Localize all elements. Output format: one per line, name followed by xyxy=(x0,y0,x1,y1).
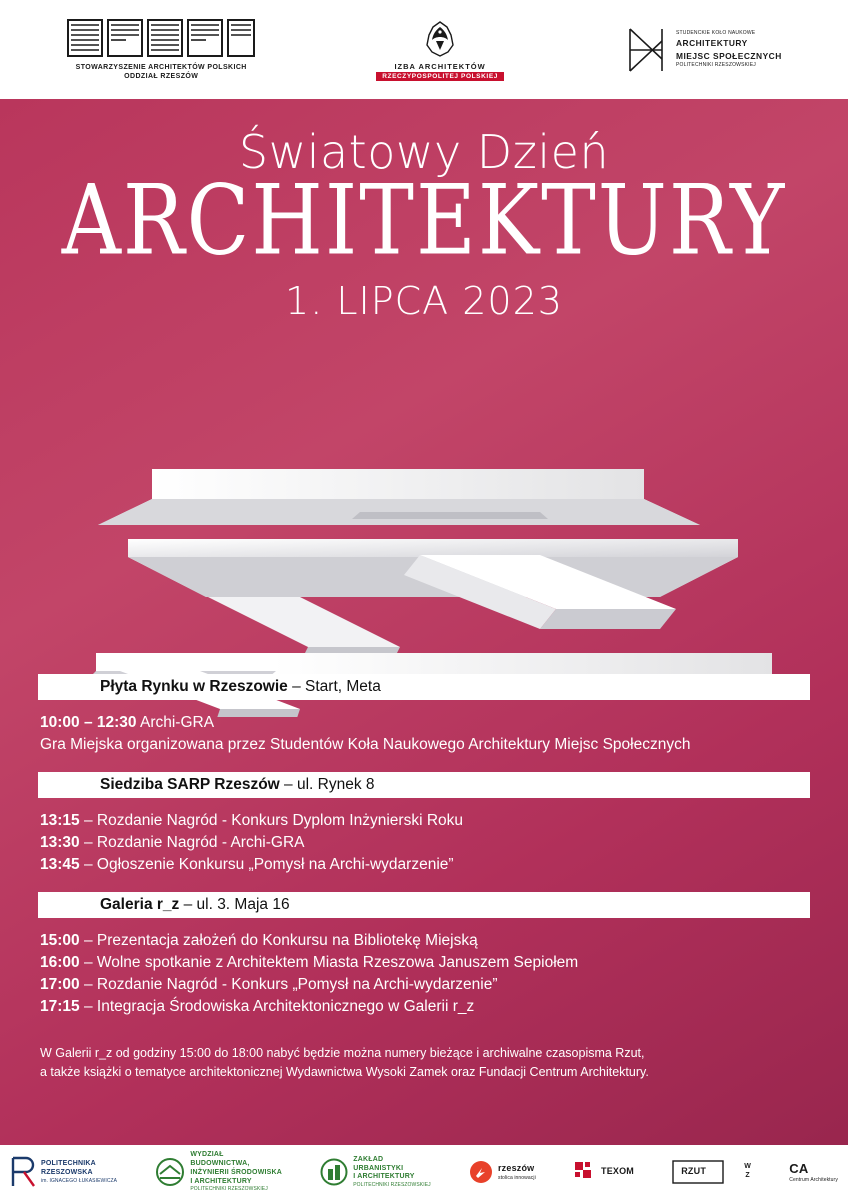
krams-caption-line1: STUDENCKIE KOŁO NAUKOWE xyxy=(675,30,756,37)
sponsor-line3: I ARCHITEKTURY xyxy=(353,1173,415,1181)
sarp-mark-icon xyxy=(66,18,256,60)
sponsor-centrum-architektury xyxy=(789,1161,838,1184)
schedule-row-time: 10:00 – 12:30 xyxy=(40,714,137,731)
schedule-row xyxy=(40,712,808,734)
krams-caption-line2: ARCHITEKTURY xyxy=(675,38,748,49)
schedule-section-body xyxy=(0,700,848,772)
politechnika-mark-icon xyxy=(10,1156,36,1188)
schedule-row-text: – Ogłoszenie Konkursu „Pomysł na Archi-wydarzenie” xyxy=(79,856,454,873)
iarp-caption-line2: RZECZYPOSPOLITEJ POLSKIEJ xyxy=(376,72,504,81)
section-place: Płyta Rynku w Rzeszowie xyxy=(100,678,288,695)
krams-mark-icon xyxy=(624,25,668,75)
section-place-detail: – ul. Rynek 8 xyxy=(279,776,375,793)
sponsor-line2: URBANISTYKI xyxy=(353,1164,404,1172)
poster-body xyxy=(0,99,848,1145)
footer-note xyxy=(0,1034,848,1082)
footer-note-line1: W Galerii r_z od godziny 15:00 do 18:00 nabyć będzie można numery bieżące i archiwalne czasopisma Rzut, xyxy=(40,1046,645,1060)
sarp-caption-line1: STOWARZYSZENIE ARCHITEKTÓW POLSKICH xyxy=(75,63,247,71)
wbisia-mark-icon xyxy=(155,1157,185,1187)
artwork-svg xyxy=(0,357,848,717)
sponsor-line2: RZESZOWSKA xyxy=(41,1168,93,1176)
section-place: Siedziba SARP Rzeszów xyxy=(100,776,280,793)
schedule-row-text: – Rozdanie Nagród - Konkurs „Pomysł na Archi-wydarzenie” xyxy=(79,976,498,993)
sponsor-politechnika-text xyxy=(41,1160,117,1184)
abstract-architecture-illustration xyxy=(0,357,848,717)
sponsor-rzeszow-text xyxy=(498,1163,536,1181)
sponsor-line5: POLITECHNIKI RZESZOWSKIEJ xyxy=(190,1186,268,1193)
sarp-logo-icon xyxy=(66,16,256,60)
sponsor-wydzial-budownictwa xyxy=(155,1151,282,1192)
schedule-row xyxy=(40,854,808,876)
sponsor-line4: I ARCHITEKTURY xyxy=(190,1177,252,1185)
sponsor-line4: POLITECHNIKI RZESZOWSKIEJ xyxy=(353,1182,431,1188)
section-place-detail: – ul. 3. Maja 16 xyxy=(179,896,290,913)
sponsor-line2: stolica innowacji xyxy=(497,1174,536,1181)
sponsor-rzeszow xyxy=(469,1160,536,1184)
sponsor-wydzial-text xyxy=(190,1151,282,1192)
schedule-row-time: 17:15 xyxy=(40,998,80,1015)
sponsor-rzut xyxy=(672,1160,706,1184)
schedule-row-time: 16:00 xyxy=(40,954,80,971)
schedule-row xyxy=(40,810,808,832)
schedule-row-text: – Rozdanie Nagród - Konkurs Dyplom Inżynierski Roku xyxy=(79,812,464,829)
sponsor-line3: INŻYNIERII ŚRODOWISKA xyxy=(190,1168,283,1176)
schedule-row xyxy=(40,996,808,1018)
schedule-row-time: 13:15 xyxy=(40,812,80,829)
zaklad-mark-icon xyxy=(320,1157,348,1187)
schedule xyxy=(0,674,848,1082)
sponsor-line1: POLITECHNIKA xyxy=(41,1160,96,1168)
sponsor-line1: rzeszów xyxy=(497,1163,535,1174)
eagle-icon xyxy=(417,18,463,62)
poster-title xyxy=(0,125,848,324)
schedule-row-time: 15:00 xyxy=(40,932,80,949)
rzeszow-mark-icon xyxy=(469,1160,493,1184)
schedule-section-body xyxy=(0,798,848,892)
sarp-logo xyxy=(66,18,256,82)
schedule-section-body xyxy=(0,918,848,1034)
sponsor-ca-text xyxy=(789,1161,838,1184)
title-top-line: Światowy Dzień xyxy=(238,125,610,179)
schedule-row-text: – Rozdanie Nagród - Archi-GRA xyxy=(79,834,305,851)
header-logo-strip xyxy=(0,0,848,99)
sponsor-politechnika-rzeszowska xyxy=(10,1156,117,1188)
schedule-row xyxy=(40,734,808,756)
krams-caption-line3: MIEJSC SPOŁECZNYCH xyxy=(675,50,782,61)
sponsor-line1: WYDZIAŁ xyxy=(190,1151,224,1159)
sponsor-line2: BUDOWNICTWA, xyxy=(190,1160,250,1168)
schedule-row xyxy=(40,952,808,974)
iarp-logo xyxy=(376,18,504,82)
schedule-row xyxy=(40,930,808,952)
footer-note-line2: a także książki o tematyce architektonicznej Wydawnictwa Wysoki Zamek oraz Fundacji Centrum Architektury. xyxy=(40,1064,649,1079)
sponsor-rzut-text xyxy=(681,1166,706,1177)
sponsor-line3: im. IGNACEGO ŁUKASIEWICZA xyxy=(41,1177,118,1184)
sponsor-line1: W xyxy=(744,1163,752,1171)
krams-caption-line4: POLITECHNIKI RZESZOWSKIEJ xyxy=(675,61,756,68)
schedule-row-time: 13:30 xyxy=(40,834,80,851)
krams-caption xyxy=(676,30,782,69)
section-place: Galeria r_z xyxy=(100,896,180,913)
iarp-caption-line1: IZBA ARCHITEKTÓW xyxy=(394,61,486,71)
sponsor-line2: Centrum Architektury xyxy=(789,1177,838,1183)
sponsor-wysoki-zamek xyxy=(744,1163,751,1181)
section-place-detail: – Start, Meta xyxy=(287,678,381,695)
schedule-row-text: – Integracja Środowiska Architektonicznego w Galerii r_z xyxy=(79,998,475,1015)
schedule-row-time: 17:00 xyxy=(40,976,80,993)
title-date: 1. LIPCA 2023 xyxy=(285,279,563,324)
schedule-row xyxy=(40,832,808,854)
schedule-section-header xyxy=(38,674,810,700)
krams-logo xyxy=(624,25,782,75)
sponsor-strip xyxy=(0,1145,848,1199)
sarp-caption-line2: ODDZIAŁ RZESZÓW xyxy=(124,72,199,80)
title-main-line: ARCHITEKTURY xyxy=(61,165,787,278)
sponsor-zaklad-text xyxy=(353,1156,431,1189)
sponsor-texom-text xyxy=(601,1166,634,1177)
schedule-row-text: – Prezentacja założeń do Konkursu na Bibliotekę Miejską xyxy=(79,932,478,949)
schedule-section-header xyxy=(38,892,810,918)
schedule-row-text: Gra Miejska organizowana przez Studentów Koła Naukowego Architektury Miejsc Społecznych xyxy=(40,736,691,753)
sponsor-line1: RZUT xyxy=(681,1166,707,1177)
sponsor-line2: Z xyxy=(745,1172,750,1179)
sponsor-line1: ZAKŁAD xyxy=(353,1155,384,1163)
schedule-row-text: Archi-GRA xyxy=(136,714,215,731)
schedule-row xyxy=(40,974,808,996)
sponsor-line1: CA xyxy=(789,1160,809,1176)
sponsor-zaklad-urbanistyki xyxy=(320,1156,431,1189)
texom-mark-icon xyxy=(574,1161,596,1183)
sponsor-texom xyxy=(574,1161,634,1183)
schedule-section-header xyxy=(38,772,810,798)
sponsor-line1: TEXOM xyxy=(601,1166,635,1177)
schedule-row-time: 13:45 xyxy=(40,856,80,873)
sponsor-wz-text xyxy=(744,1163,751,1181)
schedule-row-text: – Wolne spotkanie z Architektem Miasta Rzeszowa Januszem Sepiołem xyxy=(79,954,579,971)
